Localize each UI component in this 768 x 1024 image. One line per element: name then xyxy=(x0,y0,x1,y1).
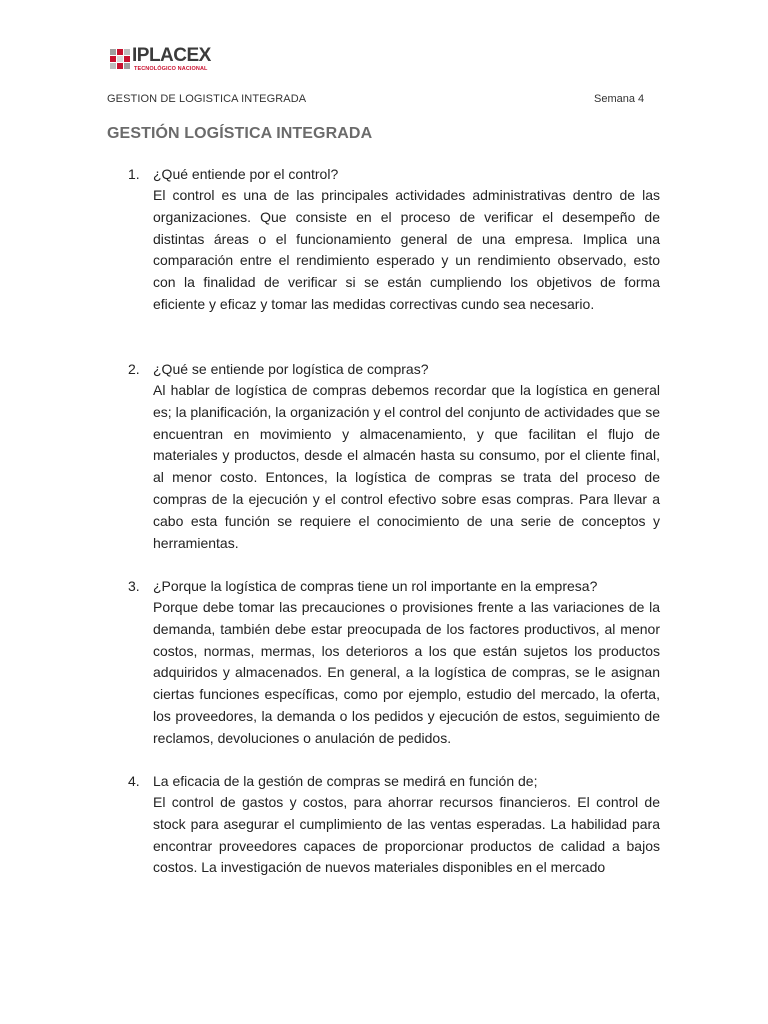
logo-text: IPLACEX xyxy=(132,45,211,66)
logo-tagline: TECNOLÓGICO NACIONAL xyxy=(134,66,208,72)
course-header: GESTION DE LOGISTICA INTEGRADA xyxy=(107,93,307,105)
question-number: 1. xyxy=(128,166,140,182)
iplacex-logo xyxy=(110,47,230,75)
question-text: La eficacia de la gestión de compras se medirá en función de; xyxy=(153,773,538,789)
answer-text: Al hablar de logística de compras debemos recordar que la logística en general es; la planificación, la organización y el control del conjunto de actividades que se encuentran en movimiento y almacenamiento, y que facilitan el flujo de materiales y productos, desde el almacén hasta su consumo, por el cliente final, al menor costo. Entonces, la logística de compras se trata del proceso de compras de la ejecución y el control efectivo sobre esas compras. Para llevar a cabo esta función se requiere el conocimiento de una serie de conceptos y herramientas. xyxy=(153,382,660,551)
week-header: Semana 4 xyxy=(594,93,645,105)
question-text: ¿Qué se entiende por logística de compras? xyxy=(153,361,429,377)
answer-text: Porque debe tomar las precauciones o provisiones frente a las variaciones de la demanda, también debe estar preocupada de los factores productivos, al menor costos, normas, mermas, los deterioros a los que están sujetos los productos adquiridos y almacenados. En general, a la logística de compras, se le asignan ciertas funciones específicas, como por ejemplo, estudio del mercado, la oferta, los proveedores, la demanda o los pedidos y ejecución de estos, seguimiento de reclamos, devoluciones o anulación de pedidos. xyxy=(153,599,660,746)
answer-text: El control de gastos y costos, para ahorrar recursos financieros. El control de stock para asegurar el cumplimiento de las ventas esperadas. La habilidad para encontrar proveedores capaces de proporcionar productos de calidad a bajos costos. La investigación de nuevos materiales disponibles en el mercado xyxy=(153,794,660,876)
document-title: GESTIÓN LOGÍSTICA INTEGRADA xyxy=(107,125,373,142)
question-text: ¿Porque la logística de compras tiene un rol importante en la empresa? xyxy=(153,578,598,594)
question-number: 4. xyxy=(128,773,140,789)
question-number: 2. xyxy=(128,361,140,377)
answer-text: El control es una de las principales actividades administrativas dentro de las organizaciones. Que consiste en el proceso de verificar el desempeño de distintas áreas o el funcionamiento general de una empresa. Implica una comparación entre el rendimiento esperado y un rendimiento observado, esto con la finalidad de verificar si se están cumpliendo los objetivos de forma eficiente y eficaz y tomar las medidas correctivas cundo sea necesario. xyxy=(153,187,660,312)
question-number: 3. xyxy=(128,578,140,594)
logo-squares-icon xyxy=(110,49,130,71)
question-text: ¿Qué entiende por el control? xyxy=(153,166,339,182)
